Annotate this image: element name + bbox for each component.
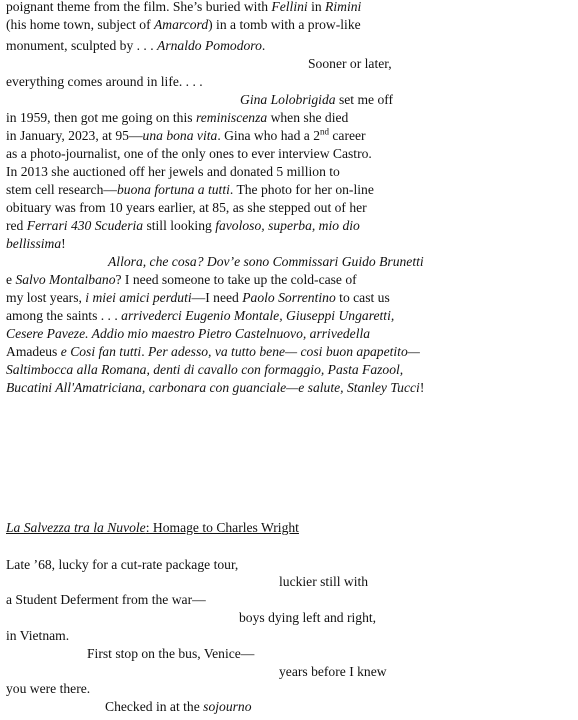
text-line: Bucatini All'Amatriciana, carbonara con guanciale—e salute, Stanley Tucci! [6,380,425,395]
text-line: Sooner or later, [308,56,392,71]
text-line: e Salvo Montalbano? I need someone to take up the cold-case of [6,272,357,287]
text-line: poignant theme from the film. She’s buried with Fellini in Rimini [6,0,362,14]
text-line: stem cell research—buona fortuna a tutti. The photo for her on-line [6,182,374,197]
text-line: obituary was from 10 years earlier, at 85, as she stepped out of her [6,200,367,215]
text-line: in 1959, then got me going on this reminiscenza when she died [6,110,349,125]
poem-line: in Vietnam. [6,628,70,643]
text-line: my lost years, i miei amici perduti—I need Paolo Sorrentino to cast us [6,290,390,305]
text-line: In 2013 she auctioned off her jewels and donated 5 million to [6,164,340,179]
text-line: bellissima! [6,236,66,251]
poem-line: First stop on the bus, Venice— [87,646,255,661]
text-line: Cesere Paveze. Addio mio maestro Pietro Castelnuovo, arrivedella [6,326,371,341]
text-line: among the saints . . . arrivederci Eugenio Montale, Giuseppi Ungaretti, [6,308,395,323]
poem-line: Late ’68, lucky for a cut-rate package tour, [6,557,239,572]
text-line: monument, sculpted by . . . Arnaldo Pomodoro. [6,38,266,53]
text-line: Saltimbocca alla Romana, denti di cavallo con formaggio, Pasta Fazool, [6,362,404,377]
poem-line: luckier still with [279,574,369,589]
poem-line: a Student Deferment from the war— [6,592,206,607]
text-line: in January, 2023, at 95—una bona vita. Gina who had a 2nd career [6,126,366,143]
text-line: as a photo-journalist, one of the only ones to ever interview Castro. [6,146,372,161]
text-line: everything comes around in life. . . . [6,74,203,89]
section-title: La Salvezza tra la Nuvole: Homage to Charles Wright [6,520,299,535]
poem-line: Checked in at the sojourno [105,699,252,714]
text-line: Amadeus e Cosi fan tutti. Per adesso, va tutto bene— cosi buon apapetito— [6,344,420,359]
poem-line: boys dying left and right, [239,610,377,625]
text-line: (his home town, subject of Amarcord) in a tomb with a prow-like [6,17,361,32]
poem-line: years before I knew [279,664,387,679]
poem-line: you were there. [6,681,91,696]
text-line: red Ferrari 430 Scuderia still looking favoloso, superba, mio dio [6,218,360,233]
text-line: Gina Lolobrigida set me off [240,92,394,107]
text-line: Allora, che cosa? Dov’e sono Commissari Guido Brunetti [108,254,424,269]
